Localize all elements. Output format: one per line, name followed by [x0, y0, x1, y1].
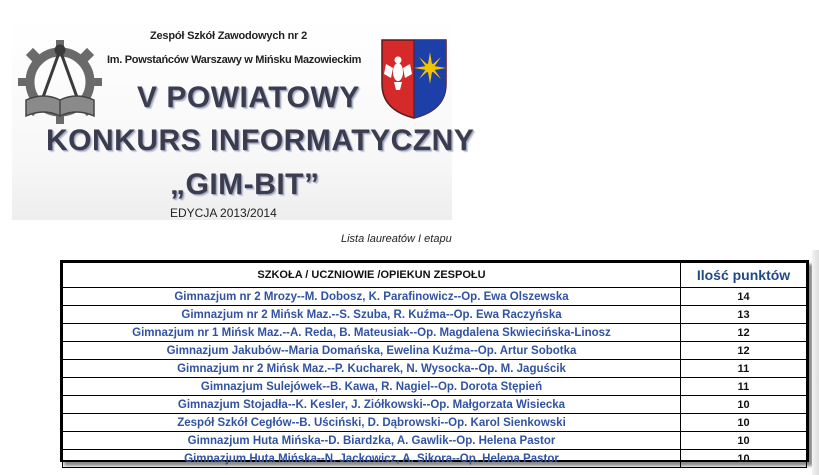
table-row [63, 414, 807, 432]
contest-title-line1: V POWIATOWY [137, 81, 360, 114]
row-school: Gimnazjum Stojadła--K. Kesler, J. Ziółkowski--Op. Małgorzata Wisiecka [63, 396, 681, 414]
row-points: 11 [681, 360, 807, 378]
page-edge-shadow [812, 250, 819, 475]
table-row [63, 432, 807, 450]
row-points: 10 [681, 450, 807, 468]
table-row [63, 360, 807, 378]
row-school: Gimnazjum Huta Mińska--N. Jackowicz, A. Sikora--Op. Helena Pastor [63, 450, 681, 468]
row-school: Gimnazjum nr 2 Mińsk Maz.--P. Kucharek, N. Wysocka--Op. M. Jaguścik [63, 360, 681, 378]
row-school: Gimnazjum Jakubów--Maria Domańska, Ewelina Kuźma--Op. Artur Sobotka [63, 342, 681, 360]
table-row [63, 396, 807, 414]
table-row [63, 450, 807, 468]
row-points: 12 [681, 324, 807, 342]
subtitle-text: Lista laureatów I etapu [341, 233, 452, 245]
row-school: Gimnazjum nr 1 Mińsk Maz.--A. Reda, B. Mateusiak--Op. Magdalena Skwiecińska-Linosz [63, 324, 681, 342]
school-patron: Im. Powstańców Warszawy w Mińsku Mazowieckim [107, 54, 362, 66]
row-points: 13 [681, 306, 807, 324]
header-school: SZKOŁA / UCZNIOWIE /OPIEKUN ZESPOŁU [63, 263, 681, 288]
row-points: 11 [681, 378, 807, 396]
school-name: Zespół Szkół Zawodowych nr 2 [150, 30, 307, 42]
results-table [62, 262, 807, 468]
contest-title-line3: „GIM-BIT” [170, 168, 320, 201]
row-points: 14 [681, 288, 807, 306]
table-row [63, 342, 807, 360]
coat-of-arms-icon [380, 38, 448, 120]
row-points: 10 [681, 432, 807, 450]
row-points: 10 [681, 414, 807, 432]
table-row [63, 324, 807, 342]
header-points: Ilość punktów [681, 263, 807, 288]
table-header-row [63, 263, 807, 288]
row-points: 12 [681, 342, 807, 360]
results-table-frame [60, 260, 809, 465]
row-school: Gimnazjum nr 2 Mrozy--M. Dobosz, K. Parafinowicz--Op. Ewa Olszewska [63, 288, 681, 306]
table-row [63, 306, 807, 324]
gear-compass-book-icon [12, 40, 108, 130]
edition-label: EDYCJA 2013/2014 [170, 206, 277, 220]
row-school: Gimnazjum Huta Mińska--D. Biardzka, A. Gawlik--Op. Helena Pastor [63, 432, 681, 450]
row-school: Gimnazjum nr 2 Mińsk Maz.--S. Szuba, R. Kuźma--Op. Ewa Raczyńska [63, 306, 681, 324]
table-row [63, 288, 807, 306]
contest-title-line2: KONKURS INFORMATYCZNY [46, 124, 475, 157]
row-points: 10 [681, 396, 807, 414]
table-row [63, 378, 807, 396]
row-school: Zespół Szkół Cegłów--B. Uściński, D. Dąbrowski--Op. Karol Sienkowski [63, 414, 681, 432]
row-school: Gimnazjum Sulejówek--B. Kawa, R. Nagiel--Op. Dorota Stępień [63, 378, 681, 396]
